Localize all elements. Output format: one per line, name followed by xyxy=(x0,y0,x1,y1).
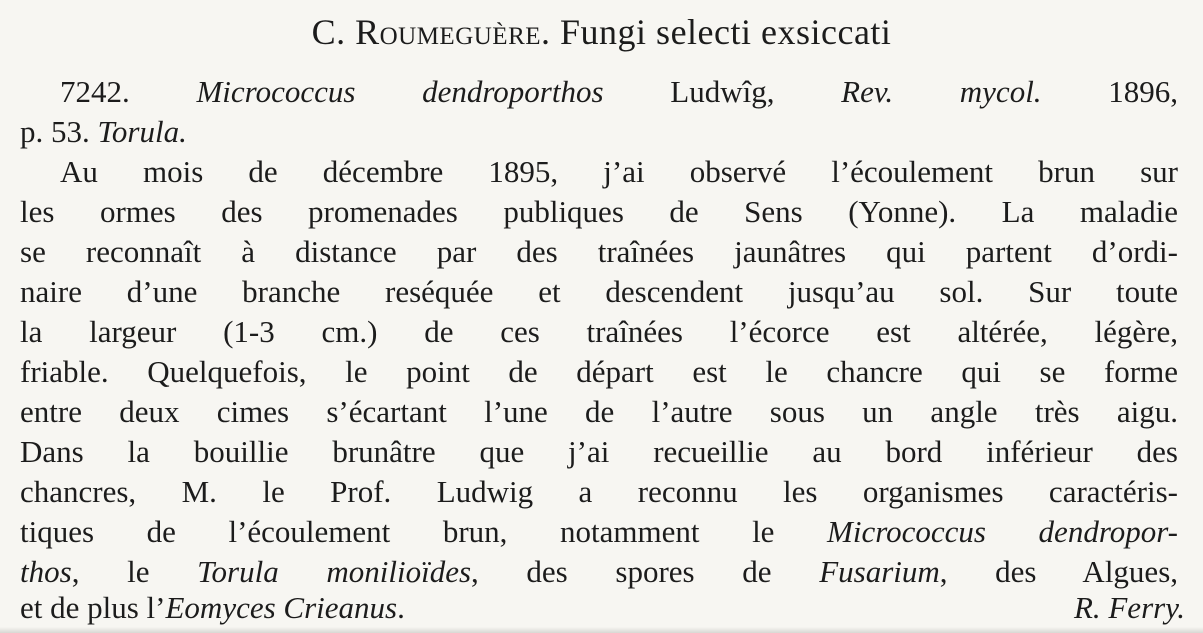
entry-author: Ludwîg, xyxy=(670,74,775,109)
page-edge xyxy=(0,627,1203,633)
body-line-2: les ormes des promenades publiques de Sens (Yonne). La maladie xyxy=(20,194,1178,229)
body-line-11-text: , le xyxy=(71,554,198,589)
entry-number: 7242. xyxy=(60,74,130,109)
body-line-4: naire d’une branche reséquée et descendent jusqu’au sol. Sur toute xyxy=(20,274,1178,309)
entry-line-1 xyxy=(60,72,1178,112)
entry-journal: Rev. mycol. xyxy=(841,74,1042,109)
body-line-9: chancres, M. le Prof. Ludwig a reconnu les organismes caractéris- xyxy=(20,474,1178,509)
entry-year: 1896, xyxy=(1108,74,1179,109)
body-line-10 xyxy=(20,512,1178,552)
species-name-eomyces: Eomyces Crieanus xyxy=(165,590,398,625)
body-line-7: entre deux cimes s’écartant l’une de l’autre sous un angle très aigu. xyxy=(20,394,1178,429)
entry-species: Micrococcus dendroporthos xyxy=(196,74,604,109)
entry-page: p. 53. xyxy=(20,114,90,149)
body-line-11-text: , des spores de xyxy=(471,554,820,589)
page-header xyxy=(0,6,1203,58)
header-title: Fungi selecti exsiccati xyxy=(560,12,892,52)
body-line-11-text: , des Algues, xyxy=(939,554,1179,589)
species-name-end: thos xyxy=(20,554,72,589)
entry-line-2 xyxy=(20,112,1178,152)
body-line-12 xyxy=(20,588,920,628)
header-author: Roumeguère. xyxy=(355,12,551,52)
species-name-torula: Torula moniliοïdes xyxy=(197,554,472,589)
header-initial: C. xyxy=(311,12,346,52)
body-line-12-text: et de plus l’ xyxy=(20,590,166,625)
body-line-1: Au mois de décembre 1895, j’ai observé l’écoulement brun sur xyxy=(60,154,1178,189)
genus-name-fusarium: Fusarium xyxy=(819,554,940,589)
body-line-12-end: . xyxy=(397,590,405,625)
body-line-3: se reconnaît à distance par des traînées jaunâtres qui partent d’ordi- xyxy=(20,234,1178,269)
body-line-10-text: tiques de l’écoulement brun, notamment le xyxy=(20,514,828,549)
entry-genus: Torula. xyxy=(97,114,187,149)
species-name-micrococcus: Micrococcus dendropor- xyxy=(827,514,1179,549)
body-line-6: friable. Quelquefois, le point de départ est le chancre qui se forme xyxy=(20,354,1178,389)
body-line-11 xyxy=(20,552,1178,592)
body-line-5: la largeur (1-3 cm.) de ces traînées l’écorce est altérée, légère, xyxy=(20,314,1178,349)
signature: R. Ferry. xyxy=(1073,590,1185,625)
body-line-8: Dans la bouillie brunâtre que j’ai recueillie au bord inférieur des xyxy=(20,434,1178,469)
